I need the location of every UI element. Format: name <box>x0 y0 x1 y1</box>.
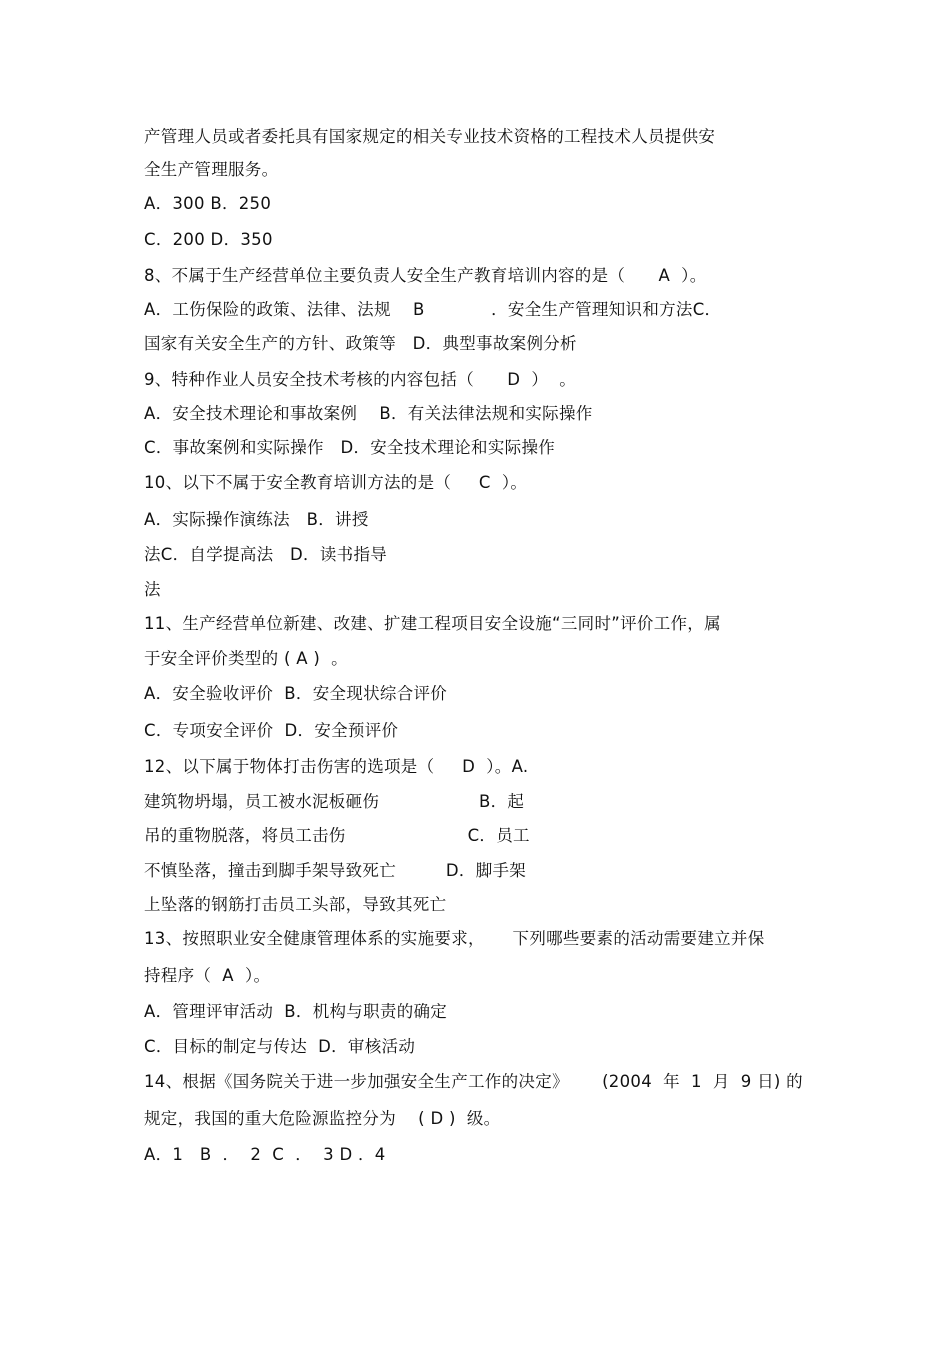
option-line: A．实际操作演练法 B．讲授 <box>144 510 369 529</box>
text-line: 持程序（ A ）。 <box>144 966 271 985</box>
question-13: 13、按照职业安全健康管理体系的实施要求， 下列哪些要素的活动需要建立并保 <box>144 929 765 948</box>
question-10: 10、以下不属于安全教育培训方法的是（ C ）。 <box>144 473 528 492</box>
option-line: A．工伤保险的政策、法律、法规 B ．安全生产管理知识和方法C． <box>144 300 722 319</box>
option-line: A．安全技术理论和事故案例 B．有关法律法规和实际操作 <box>144 404 593 423</box>
option-line: C．事故案例和实际操作 D．安全技术理论和实际操作 <box>144 438 556 457</box>
option-line: C．目标的制定与传达 D．审核活动 <box>144 1037 416 1056</box>
text-line: 于安全评价类型的 ( A ) 。 <box>144 649 348 668</box>
option-line: A．1 B ． 2 C ． 3 D ．4 <box>144 1145 386 1164</box>
question-14: 14、根据《国务院关于进一步加强安全生产工作的决定》 (2004 年 1 月 9 日) 的 <box>144 1072 803 1091</box>
option-line: 不慎坠落，撞击到脚手架导致死亡 D．脚手架 <box>144 861 527 880</box>
option-line: 国家有关安全生产的方针、政策等 D．典型事故案例分析 <box>144 334 577 353</box>
text-line: 规定，我国的重大危险源监控分为 ( D ) 级。 <box>144 1109 501 1128</box>
question-12: 12、以下属于物体打击伤害的选项是（ D ）。A. <box>144 757 529 776</box>
option-line: A．管理评审活动 B．机构与职责的确定 <box>144 1002 448 1021</box>
option-line: 法C．自学提高法 D．读书指导 <box>144 545 388 564</box>
question-9: 9、特种作业人员安全技术考核的内容包括（ D ） 。 <box>144 370 577 389</box>
text-line-2: 全生产管理服务。 <box>144 160 279 179</box>
option-line: C．专项安全评价 D．安全预评价 <box>144 721 399 740</box>
question-8: 8、不属于生产经营单位主要负责人安全生产教育培训内容的是（ A ）。 <box>144 266 707 285</box>
text-line-1: 产管理人员或者委托具有国家规定的相关专业技术资格的工程技术人员提供安 <box>144 127 716 146</box>
option-line: 法 <box>144 580 161 599</box>
question-11: 11、生产经营单位新建、改建、扩建工程项目安全设施“三同时”评价工作，属 <box>144 614 721 633</box>
option-line: A．300 B．250 <box>144 194 272 213</box>
option-line: 吊的重物脱落，将员工击伤 C．员工 <box>144 826 530 845</box>
option-line: C．200 D．350 <box>144 230 273 249</box>
option-line: 建筑物坍塌，员工被水泥板砸伤 B．起 <box>144 792 525 811</box>
option-line: A．安全验收评价 B．安全现状综合评价 <box>144 684 448 703</box>
option-line: 上坠落的钢筋打击员工头部，导致其死亡 <box>144 895 447 914</box>
